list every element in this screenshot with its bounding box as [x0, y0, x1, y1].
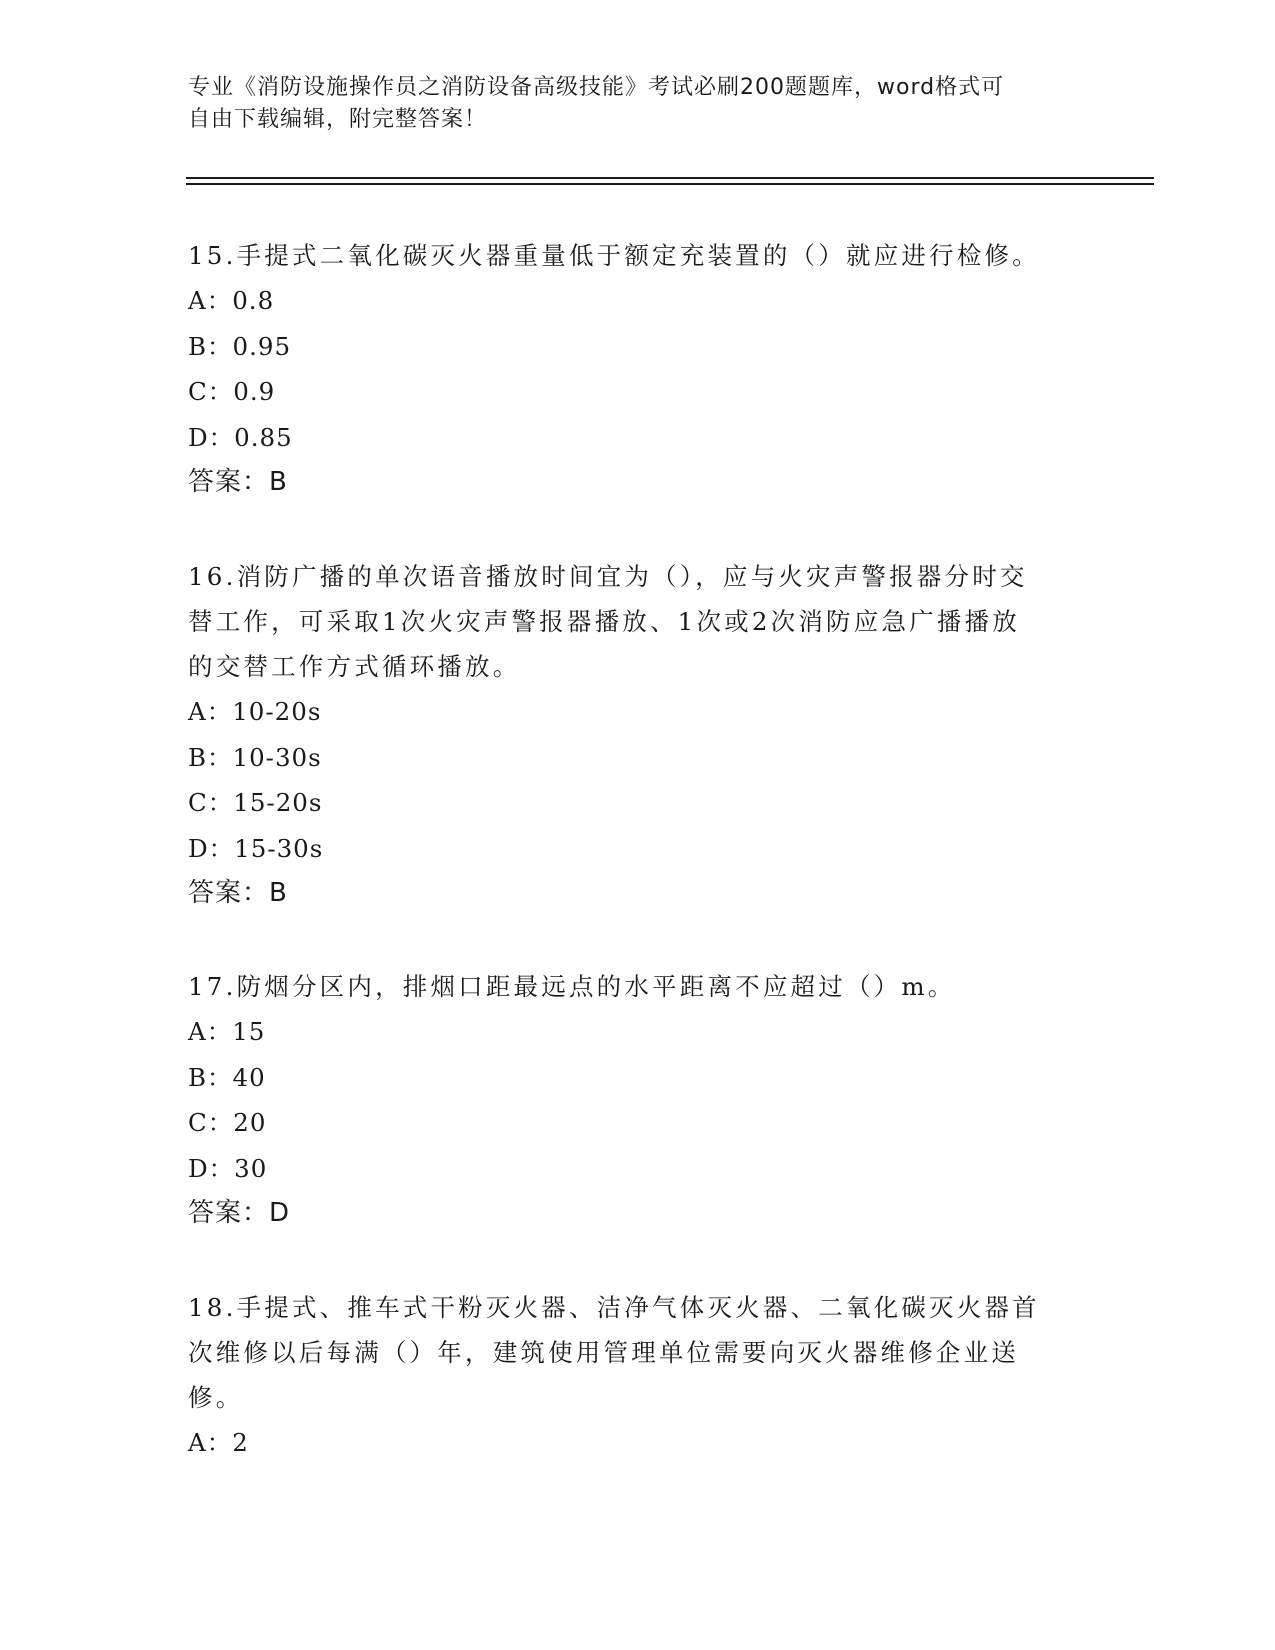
- option-c: C：15-20s: [188, 788, 323, 817]
- option-a: A：10-20s: [188, 697, 322, 726]
- question-17: [188, 964, 1088, 1236]
- question-16: [188, 554, 1088, 916]
- header-divider-top: [186, 177, 1154, 179]
- header-line-1: 专业《消防设施操作员之消防设备高级技能》考试必刷200题题库，word格式可: [188, 75, 1005, 100]
- question-stem: 17.防烟分区内，排烟口距最远点的水平距离不应超过（）m。: [188, 972, 956, 1001]
- header-line-2: 自由下载编辑，附完整答案！: [188, 107, 488, 132]
- option-d: D：0.85: [188, 422, 293, 452]
- question-stem-line-3: 修。: [188, 1383, 244, 1412]
- answer-line: 答案：B: [188, 878, 288, 908]
- option-d: D：15-30s: [188, 833, 324, 863]
- option-d: D：30: [188, 1153, 268, 1183]
- question-stem-line-3: 的交替工作方式循环播放。: [188, 652, 521, 681]
- option-b: B：0.95: [188, 331, 292, 361]
- option-c: C：0.9: [188, 377, 276, 406]
- question-stem-line-2: 次维修以后每满（）年，建筑使用管理单位需要向灭火器维修企业送: [188, 1338, 1019, 1367]
- option-a: A：15: [188, 1017, 266, 1046]
- question-stem-line-1: 16.消防广播的单次语音播放时间宜为（），应与火灾声警报器分时交: [188, 562, 1028, 591]
- header-divider-bottom: [186, 183, 1154, 185]
- option-a: A：2: [188, 1428, 249, 1457]
- option-c: C：20: [188, 1108, 267, 1137]
- option-b: B：10-30s: [188, 742, 322, 772]
- answer-line: 答案：D: [188, 1198, 291, 1228]
- question-18: [188, 1285, 1088, 1466]
- question-15: [188, 233, 1088, 505]
- question-stem-line-1: 18.手提式、推车式干粉灭火器、洁净气体灭火器、二氧化碳灭火器首: [188, 1293, 1040, 1322]
- answer-line: 答案：B: [188, 467, 288, 497]
- document-header: [188, 72, 1088, 136]
- question-stem-line-2: 替工作，可采取1次火灾声警报器播放、1次或2次消防应急广播播放: [188, 607, 1020, 636]
- question-stem: 15.手提式二氧化碳灭火器重量低于额定充装置的（）就应进行检修。: [188, 241, 1040, 270]
- option-b: B：40: [188, 1062, 266, 1092]
- option-a: A：0.8: [188, 286, 275, 315]
